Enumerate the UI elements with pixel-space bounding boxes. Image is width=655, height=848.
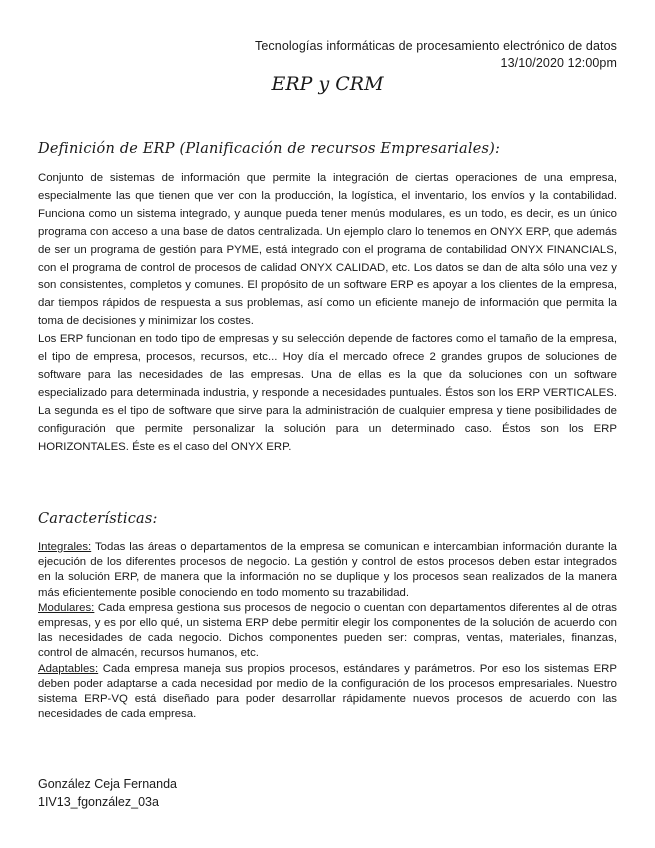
feature-term: Modulares:: [38, 601, 95, 614]
author-name: González Ceja Fernanda: [38, 777, 177, 791]
list-item: [38, 662, 617, 723]
erp-definition-body: [38, 170, 617, 457]
feature-text: Cada empresa gestiona sus procesos de negocio o cuentan con departamentos diferentes al de otras empresas, y es por ello qué, un sistema ERP debe permitir elegir los componentes de la solución de acuerdo con las necesidades de cada negocio. Dichos componentes pueden ser: compras, ventas, materiales, finanzas, control de almacén, recursos humanos, etc.: [38, 601, 617, 660]
characteristics-list: [38, 540, 617, 722]
feature-text: Cada empresa maneja sus propios procesos, estándares y parámetros. Por eso los sistemas ERP deben poder adaptarse a cada necesidad por medio de la configuración de los procesos empresariales. Nuestro sistema ERP-VQ está diseñado para poder desarrollar rápidamente nuevos procesos de acuerdo con las necesidades de cada empresa.: [38, 662, 617, 721]
erp-definition-heading: Definición de ERP (Planificación de recursos Empresariales):: [38, 141, 501, 157]
student-code: 1IV13_fgonzález_03a: [38, 795, 159, 809]
date-time: 13/10/2020 12:00pm: [500, 56, 617, 70]
characteristics-heading: Características:: [38, 511, 158, 527]
feature-term: Adaptables:: [38, 662, 99, 675]
document-footer: [38, 775, 177, 811]
paragraph: Conjunto de sistemas de información que permite la integración de ciertas operaciones de una empresa, especialmente las que tienen que ver con la producción, la logística, el inventario, los envíos y la contabilidad. Funciona como un sistema integrado, y aunque pueda tener menús modulares, es un todo, es decir, es un único programa con acceso a una base de datos centralizada. Un ejemplo claro lo tenemos en ONYX ERP, que además de ser un programa de gestión para PYME, está integrado con el programa de contabilidad ONYX FINANCIALS, con el programa de control de procesos de calidad ONYX CALIDAD, etc. Los datos se dan de alta sólo una vez y son consistentes, completos y comunes. El propósito de un software ERP es apoyar a los clientes de la empresa, dar tiempos rápidos de respuesta a sus problemas, así como un eficiente manejo de información que permita la toma de decisiones y minimizar los costes.: [38, 172, 617, 328]
list-item: [38, 601, 617, 662]
document-title: ERP y CRM: [271, 73, 384, 95]
paragraph: Los ERP funcionan en todo tipo de empresas y su selección depende de factores como el tamaño de la empresa, el tipo de empresa, procesos, recursos, etc... Hoy día el mercado ofrece 2 grandes grupos de soluciones de software para las necesidades de las empresas. Una de ellas es la que da soluciones con un software especializado para determinada industria, y responde a necesidades puntuales. Éstos son los ERP VERTICALES. La segunda es el tipo de software que sirve para la administración de cualquier empresa y tiene posibilidades de configuración que permite personalizar la solución para un determinado caso. Éstos son los ERP HORIZONTALES. Éste es el caso del ONYX ERP.: [38, 333, 617, 453]
course-name: Tecnologías informáticas de procesamiento electrónico de datos: [255, 39, 617, 53]
document-header: [255, 38, 617, 72]
list-item: [38, 540, 617, 601]
feature-text: Todas las áreas o departamentos de la empresa se comunican e intercambian información durante la ejecución de los diferentes procesos de negocio. La gestión y control de estos procesos deben estar integrados en la solución ERP, de manera que la información no se duplique y los procesos sean realizados de la manera más eficientemente posible conociendo en todo momento su trazabilidad.: [38, 541, 617, 599]
feature-term: Integrales:: [38, 541, 92, 553]
